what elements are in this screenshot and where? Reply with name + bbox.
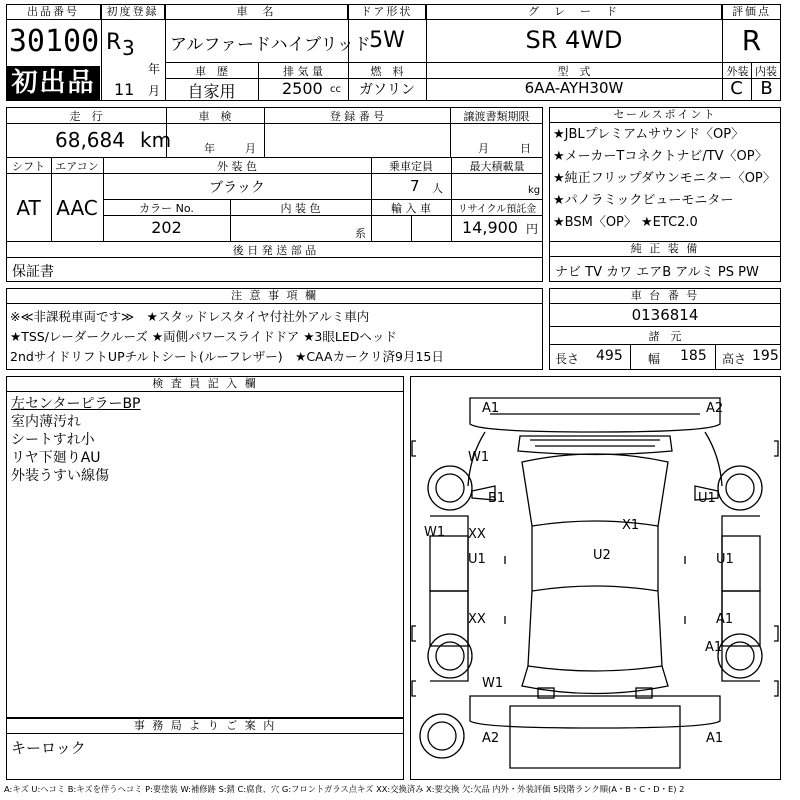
mark-a1-right-lower: A1	[705, 640, 723, 655]
mark-u1-front-right: U1	[698, 491, 716, 506]
score-header: 評価点	[722, 4, 781, 20]
color-no-header: カラー No.	[139, 202, 194, 215]
recycle-value: 14,900	[462, 218, 518, 237]
displacement-value: 2500	[282, 79, 323, 98]
mark-w1-rear-left: W1	[482, 676, 504, 691]
registration-year: 3	[122, 36, 135, 60]
displacement-unit: cc	[330, 84, 341, 95]
mark-a1-front-left: A1	[482, 401, 500, 416]
mileage-unit: km	[140, 128, 172, 152]
car-name-header: 車 名	[165, 4, 348, 20]
history-header: 車 歴	[195, 65, 228, 78]
exterior-score: C	[730, 78, 743, 99]
length-label: 長さ	[555, 352, 580, 366]
color-no-value: 202	[151, 218, 182, 237]
capacity-unit: 人	[432, 182, 443, 195]
transfer-day-unit: 日	[520, 142, 531, 155]
equipment-header: 純 正 装 備	[549, 241, 781, 257]
car-name: アルファードハイブリッド	[170, 35, 371, 55]
mark-u1-right: U1	[716, 552, 734, 567]
grade-header: グ レ ー ド	[426, 4, 722, 20]
registration-year-unit: 年	[148, 62, 161, 76]
interior-score: B	[760, 78, 773, 99]
width-label: 幅	[648, 352, 661, 366]
mark-b1: B1	[488, 491, 506, 506]
lot-header: 出品番号	[6, 4, 101, 20]
exterior-color-value: ブラック	[209, 180, 265, 196]
max-load-header: 最大積載量	[469, 160, 525, 173]
sales-point-3: ★純正フリップダウンモニター〈OP〉	[553, 171, 776, 186]
interior-color-header: 内 装 色	[280, 202, 321, 215]
doors-header: ドア形状	[348, 4, 426, 20]
registration-header: 初度登録	[101, 4, 165, 20]
later-parts-header: 後 日 発 送 部 品	[232, 244, 317, 257]
chassis-value: 0136814	[631, 306, 699, 324]
notes-line-2: ★TSS/レーダークルーズ ★両側パワースライドドア ★3眼LEDヘッド	[10, 329, 397, 344]
exterior-score-label: 外装	[726, 65, 749, 78]
inspector-line-1: 左センターピラーBP	[11, 396, 141, 412]
sales-point-5: ★BSM〈OP〉 ★ETC2.0	[553, 215, 698, 230]
notes-line-1: ※≪非課税車両です≫ ★スタッドレスタイヤ付社外アルミ車内	[10, 309, 370, 324]
max-load-unit: kg	[528, 185, 541, 196]
notes-line-3: 2ndサイドリフトUPチルトシート(ルーフレザー) ★CAAカークリ済9月15日	[10, 349, 444, 364]
length-value: 495	[596, 348, 623, 364]
inspector-header: 検 査 員 記 入 欄	[6, 376, 404, 392]
inspector-line-4: リヤ下廻りAU	[11, 450, 101, 466]
transfer-month-unit: 月	[478, 142, 489, 155]
mark-w1-front-left: W1	[468, 450, 490, 465]
mark-w1-left-edge: W1	[424, 525, 446, 540]
transfer-deadline-header: 譲渡書類期限	[463, 110, 530, 123]
registration-month: 11	[114, 80, 135, 99]
recycle-unit: 円	[526, 222, 539, 236]
later-parts-block	[6, 257, 543, 282]
interior-color-unit: 系	[355, 227, 366, 240]
mileage-value: 68,684	[55, 128, 125, 152]
fuel-header: 燃 料	[370, 65, 404, 78]
recycle-header: リサイクル預託金	[457, 204, 537, 215]
mark-a2-rear-left: A2	[482, 731, 500, 746]
exterior-color-header: 外 装 色	[217, 160, 257, 173]
chassis-header: 車 台 番 号	[549, 288, 781, 304]
capacity-header: 乗車定員	[389, 160, 433, 173]
first-listing-badge: 初出品	[7, 66, 100, 100]
inspection-header: 車 検	[198, 110, 232, 123]
office-header: 事 務 局 よ り ご 案 内	[6, 718, 404, 734]
lot-number: 30100	[8, 24, 100, 59]
mark-a1-right: A1	[716, 612, 734, 627]
model-value: 6AA-AYH30W	[524, 79, 624, 97]
model-header: 型 式	[557, 65, 591, 78]
notes-header: 注 意 事 項 欄	[6, 288, 543, 304]
fuel-value: ガソリン	[359, 82, 415, 98]
height-value: 195	[752, 348, 779, 364]
inspector-line-2: 室内薄汚れ	[11, 414, 81, 430]
mileage-header: 走 行	[69, 110, 103, 123]
later-parts-value: 保証書	[12, 264, 54, 280]
registration-month-unit: 月	[148, 84, 161, 98]
sales-point-2: ★メーカーTコネクトナビ/TV〈OP〉	[553, 149, 768, 164]
aircon-header: エアコン	[55, 160, 99, 173]
mark-a1-rear-right: A1	[706, 731, 724, 746]
mark-xx-left-upper: XX	[468, 527, 486, 542]
mark-x1: X1	[622, 518, 640, 533]
width-value: 185	[680, 348, 707, 364]
interior-score-label: 内装	[755, 65, 777, 78]
history-value: 自家用	[187, 82, 236, 101]
mark-xx-left-lower: XX	[468, 612, 486, 627]
shift-value: AT	[16, 196, 41, 220]
height-label: 高さ	[722, 352, 747, 366]
aircon-value: AAC	[56, 196, 98, 220]
sales-points-header: セールスポイント	[549, 107, 781, 123]
displacement-header: 排 気 量	[283, 65, 323, 78]
capacity-value: 7	[410, 177, 420, 195]
import-header: 輸 入 車	[391, 202, 431, 215]
legend-text: A:キズ U:ヘコミ B:キズを伴うヘコミ P:要塗装 W:補修跡 S:錆 C:腐食、穴 G:フロントガラス点キズ XX:交換済み X:要交換 欠:欠品 内外・外装評価 5段階ランク順(A・B・C・D・E) 2	[4, 784, 685, 794]
inspector-line-3: シートすれ小	[11, 432, 95, 448]
mark-u2: U2	[593, 548, 611, 563]
sales-point-4: ★パノラミックビューモニター	[553, 193, 734, 208]
grade-value: SR 4WD	[525, 26, 623, 54]
car-outline-diagram	[410, 376, 781, 780]
office-value: キーロック	[11, 739, 86, 757]
dimensions-header: 諸 元	[648, 330, 682, 343]
mark-a2-front-right: A2	[706, 401, 724, 416]
plate-header: 登 録 番 号	[329, 110, 385, 123]
inspection-year-unit: 年	[204, 142, 215, 155]
registration-era: R	[106, 30, 122, 55]
score-value: R	[741, 24, 762, 57]
equipment-value: ナビ TV カワ エアB アルミ PS PW	[555, 265, 759, 280]
sales-point-1: ★JBLプレミアムサウンド〈OP〉	[553, 127, 745, 142]
inspector-line-5: 外装うすい線傷	[11, 468, 109, 484]
mark-u1-left: U1	[468, 552, 486, 567]
inspection-month-unit: 月	[245, 142, 256, 155]
doors-value: 5W	[369, 28, 405, 53]
shift-header: シフト	[12, 160, 45, 173]
